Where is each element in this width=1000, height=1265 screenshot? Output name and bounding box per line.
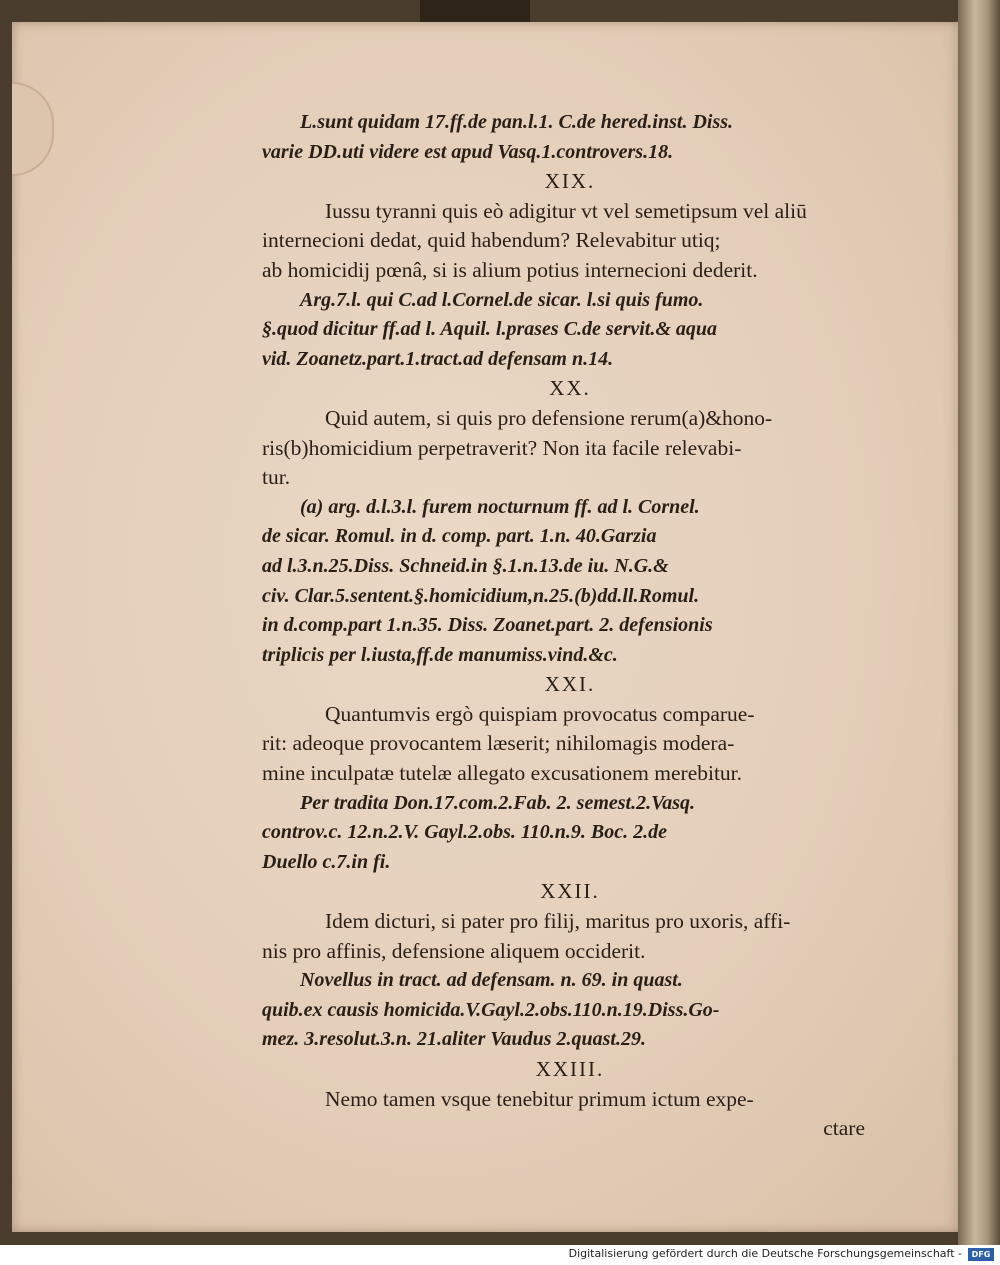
citation-line: triplicis per l.iusta,ff.de manumiss.vind.&c. [262, 643, 618, 666]
page-corner-curl [12, 82, 54, 176]
section-heading: XIX. [544, 169, 596, 194]
citation-line: Novellus in tract. ad defensam. n. 69. in quast. [300, 969, 683, 992]
funding-credit: Digitalisierung gefördert durch die Deutsche Forschungsgemeinschaft - [568, 1247, 962, 1260]
citation-line: mez. 3.resolut.3.n. 21.aliter Vaudus 2.quast.29. [262, 1028, 646, 1051]
citation-line: civ. Clar.5.sentent.§.homicidium,n.25.(b)dd.ll.Romul. [262, 584, 700, 607]
section-heading: XXII. [540, 879, 600, 904]
text-line: Iussu tyranni quis eò adigitur vt vel semetipsum vel aliū [325, 198, 807, 223]
section-heading: XXIII. [535, 1057, 605, 1081]
citation-line: ad l.3.n.25.Diss. Schneid.in §.1.n.13.de iu. N.G.& [262, 554, 669, 577]
citation-line: Per tradita Don.17.com.2.Fab. 2. semest.2.Vasq. [300, 791, 696, 814]
text-line: rit: adeoque provocantem læserit; nihilomagis modera- [262, 731, 735, 756]
text-line: ris(b)homicidium perpetraverit? Non ita facile relevabi- [262, 435, 742, 460]
text-line: tur. [262, 465, 291, 490]
citation-line: controv.c. 12.n.2.V. Gayl.2.obs. 110.n.9. Boc. 2.de [262, 821, 668, 844]
text-line: Quantumvis ergò quispiam provocatus comparue- [325, 701, 755, 726]
citation-line: in d.comp.part 1.n.35. Diss. Zoanet.part. 2. defensionis [262, 614, 713, 637]
citation-line: Arg.7.l. qui C.ad l.Cornel.de sicar. l.si quis fumo. [300, 288, 704, 311]
text-line: mine inculpatæ tutelæ allegato excusationem merebitur. [262, 761, 743, 786]
section-heading: XX. [549, 376, 591, 401]
citation-line: vid. Zoanetz.part.1.tract.ad defensam n.14. [262, 347, 614, 370]
citation-line: L.sunt quidam 17.ff.de pan.l.1. C.de hered.inst. Diss. [300, 111, 734, 133]
page-text [250, 108, 890, 1144]
citation-line: de sicar. Romul. in d. comp. part. 1.n. 40.Garzia [262, 525, 657, 548]
citation-line: Duello c.7.in fi. [262, 850, 391, 873]
citation-line: quib.ex causis homicida.V.Gayl.2.obs.110.n.19.Diss.Go- [262, 998, 720, 1021]
text-line: ab homicidij pœnâ, si is alium potius internecioni dederit. [262, 257, 758, 282]
text-line: Nemo tamen vsque tenebitur primum ictum expe- [325, 1086, 754, 1111]
section-heading: XXI. [544, 672, 596, 697]
citation-line: (a) arg. d.l.3.l. furem nocturnum ff. ad l. Cornel. [300, 495, 700, 518]
text-line: Quid autem, si quis pro defensione rerum(a)&hono- [325, 405, 773, 430]
citation-line: §.quod dicitur ff.ad l. Aquil. l.prases C.de servit.& aqua [262, 318, 718, 341]
citation-line: varie DD.uti videre est apud Vasq.1.controvers.18. [262, 140, 674, 163]
dfg-logo-icon: DFG [968, 1248, 994, 1261]
footer-bar [0, 1245, 1000, 1265]
text-line: ctare [823, 1116, 865, 1141]
text-line: Idem dicturi, si pater pro filij, maritus pro uxoris, affi- [325, 909, 791, 934]
text-line: nis pro affinis, defensione aliquem occiderit. [262, 938, 646, 963]
book-edge [958, 0, 1000, 1245]
text-line: internecioni dedat, quid habendum? Relevabitur utiq; [262, 228, 721, 253]
